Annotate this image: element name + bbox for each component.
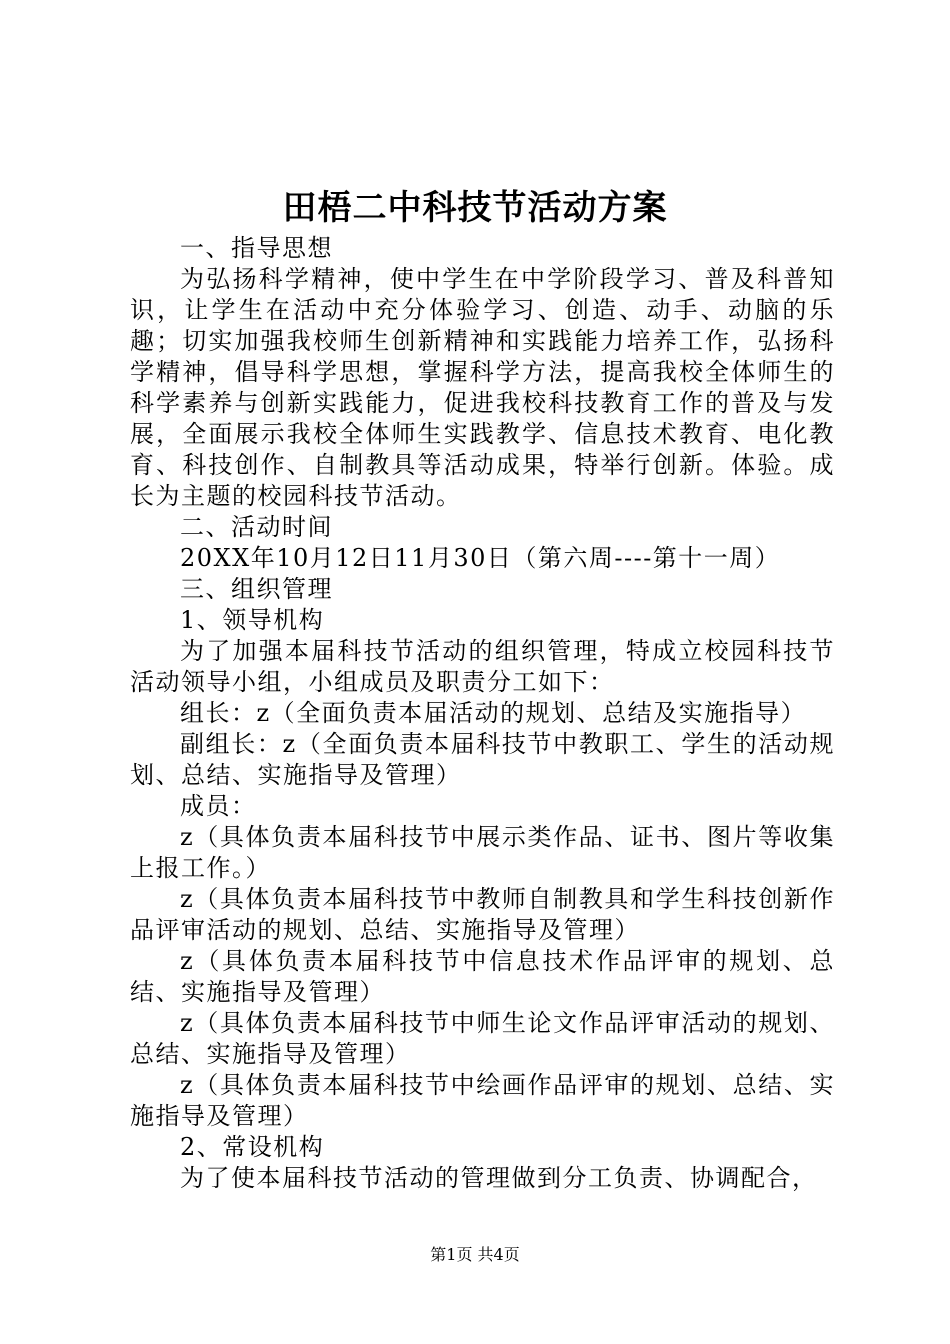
- paragraph-member-4: z（具体负责本届科技节中师生论文作品评审活动的规划、总结、实施指导及管理）: [130, 1009, 835, 1068]
- page-number: 第1页 共4页: [430, 1245, 520, 1264]
- paragraph-guiding-thought: 为弘扬科学精神，使中学生在中学阶段学习、普及科普知识，让学生在活动中充分体验学习、创造、动手、动脑的乐趣；切实加强我校师生创新精神和实践能力培养工作，弘扬科学精神，倡导科学思想，掌握科学方法，提高我校全体师生的科学素养与创新实践能力，促进我校科技教育工作的普及与发展，全面展示我校全体师生实践教学、信息技术教育、电化教育、科技创作、自制教具等活动成果，特举行创新。体验。成长为主题的校园科技节活动。: [130, 265, 835, 510]
- paragraph-member-2: z（具体负责本届科技节中教师自制教具和学生科技创新作品评审活动的规划、总结、实施指导及管理）: [130, 885, 835, 944]
- paragraph-leadership-intro: 为了加强本届科技节活动的组织管理，特成立校园科技节活动领导小组，小组成员及职责分工如下：: [130, 637, 835, 696]
- paragraph-member-3: z（具体负责本届科技节中信息技术作品评审的规划、总结、实施指导及管理）: [130, 947, 835, 1006]
- section-heading-guiding-thought: 一、指导思想: [180, 234, 333, 262]
- paragraph-members-label: 成员：: [180, 792, 257, 820]
- paragraph-activity-time: 20XX年10月12日11月30日（第六周----第十一周）: [180, 544, 781, 572]
- subheading-leadership: 1、领导机构: [180, 606, 325, 634]
- section-heading-activity-time: 二、活动时间: [180, 513, 333, 541]
- paragraph-standing-body-intro: 为了使本届科技节活动的管理做到分工负责、协调配合，: [180, 1164, 818, 1192]
- paragraph-deputy-leader: 副组长：z（全面负责本届科技节中教职工、学生的活动规划、总结、实施指导及管理）: [130, 730, 835, 789]
- document-title: 田梧二中科技节活动方案: [282, 188, 668, 228]
- paragraph-group-leader: 组长：z（全面负责本届活动的规划、总结及实施指导）: [180, 699, 807, 727]
- subheading-standing-body: 2、常设机构: [180, 1133, 325, 1161]
- section-heading-organization: 三、组织管理: [180, 575, 333, 603]
- paragraph-member-5: z（具体负责本届科技节中绘画作品评审的规划、总结、实施指导及管理）: [130, 1071, 835, 1130]
- document-body: [130, 233, 835, 1194]
- paragraph-member-1: z（具体负责本届科技节中展示类作品、证书、图片等收集上报工作。）: [130, 823, 835, 882]
